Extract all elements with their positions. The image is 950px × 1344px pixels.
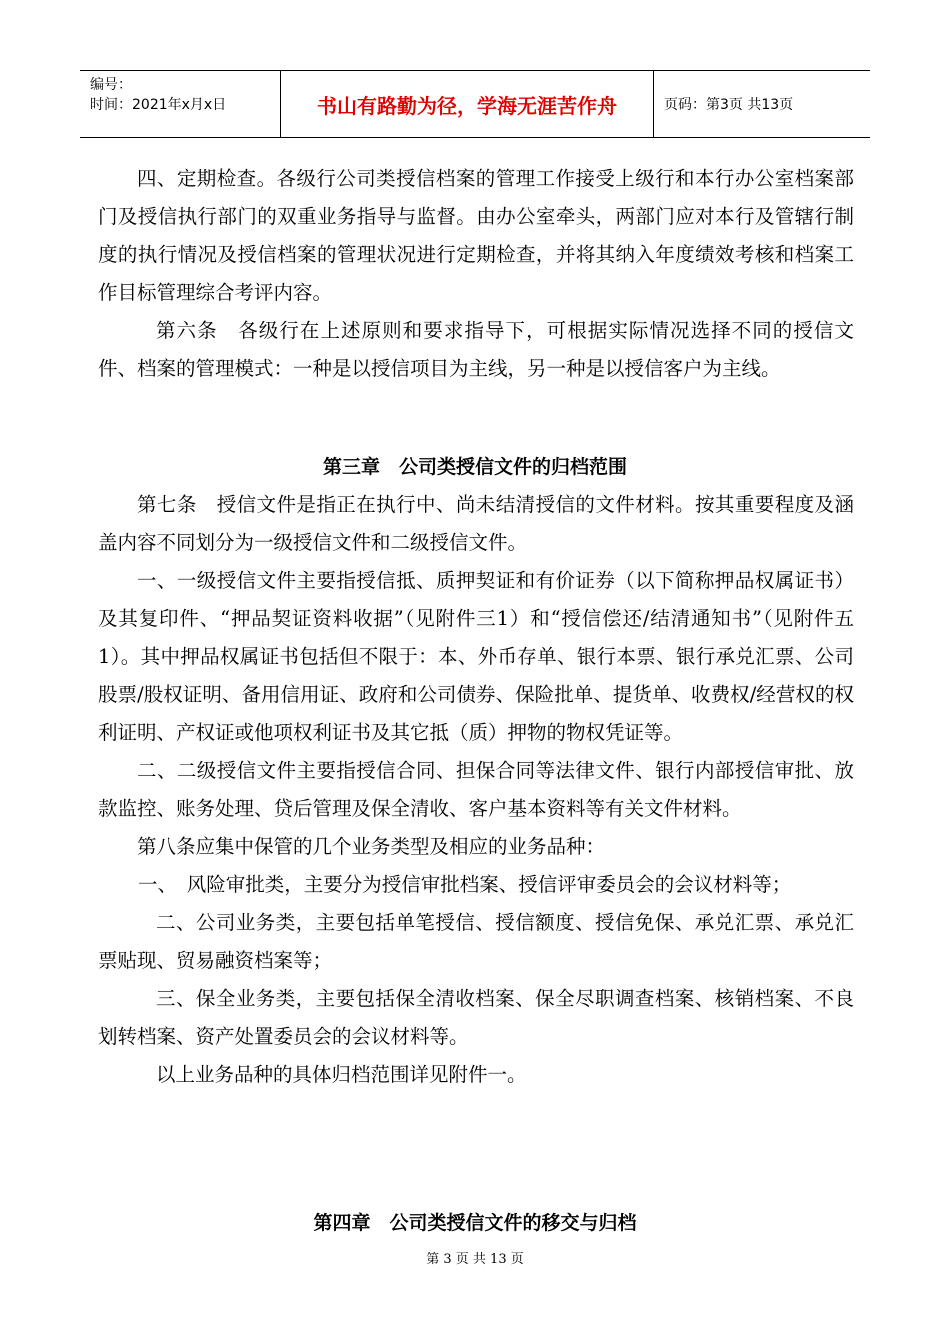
paragraph-level-2-files: 二、二级授信文件主要指授信合同、担保合同等法律文件、银行内部授信审批、放款监控、账务处理、贷后管理及保全清收、客户基本资料等有关文件材料。 [98,759,854,820]
paragraph-article-6: 第六条 各级行在上述原则和要求指导下，可根据实际情况选择不同的授信文件、档案的管理模式：一种是以授信项目为主线，另一种是以授信客户为主线。 [98,319,854,380]
list-item-preservation-business: 三、保全业务类，主要包括保全清收档案、保全尽职调查档案、核销档案、不良划转档案、资产处置委员会的会议材料等。 [98,987,854,1048]
header-meta [80,71,281,137]
paragraph-appendix-note: 以上业务品种的具体归档范围详见附件一。 [156,1063,527,1086]
list-item-risk-approval: 一、 风险审批类，主要分为授信审批档案、授信评审委员会的会议材料等； [138,873,792,896]
document-number-label: 编号： [90,77,132,93]
document-time: 时间：2021年x月x日 [90,97,227,113]
chapter-3-title: 第三章 公司类授信文件的归档范围 [322,456,627,478]
header-page-info: 页码：第3页 共13页 [664,97,794,113]
paragraph-regular-inspection: 四、定期检查。各级行公司类授信档案的管理工作接受上级行和本行办公室档案部门及授信执行部门的双重业务指导与监督。由办公室牵头，两部门应对本行及管辖行制度的执行情况及授信档案的管理状况进行定期检查，并将其纳入年度绩效考核和档案工作目标管理综合考评内容。 [98,167,854,304]
header-motto: 书山有路勤为径，学海无涯苦作舟 [281,71,654,137]
page-body-chapter-3 [98,486,854,1094]
header-table [80,70,870,138]
page-body [98,160,854,388]
paragraph-article-7: 第七条 授信文件是指正在执行中、尚未结清授信的文件材料。按其重要程度及涵盖内容不同划分为一级授信文件和二级授信文件。 [98,493,854,554]
paragraph-article-8: 第八条应集中保管的几个业务类型及相应的业务品种： [137,835,606,858]
chapter-4-title: 第四章 公司类授信文件的移交与归档 [313,1212,637,1234]
paragraph-level-1-files: 一、一级授信文件主要指授信抵、质押契证和有价证券（以下简称押品权属证书）及其复印件、“押品契证资料收据”（见附件三1）和“授信偿还/结清通知书”（见附件五1）。其中押品权属证书包括但不限于：本、外币存单、银行本票、银行承兑汇票、公司股票/股权证明、备用信用证、政府和公司债券、保险批单、提货单、收费权/经营权的权利证明、产权证或他项权利证书及其它抵（质）押物的物权凭证等。 [98,569,854,744]
page-footer: 第 3 页 共 13 页 [426,1252,524,1267]
list-item-corporate-business: 二、公司业务类，主要包括单笔授信、授信额度、授信免保、承兑汇票、承兑汇票贴现、贸易融资档案等； [98,911,854,972]
